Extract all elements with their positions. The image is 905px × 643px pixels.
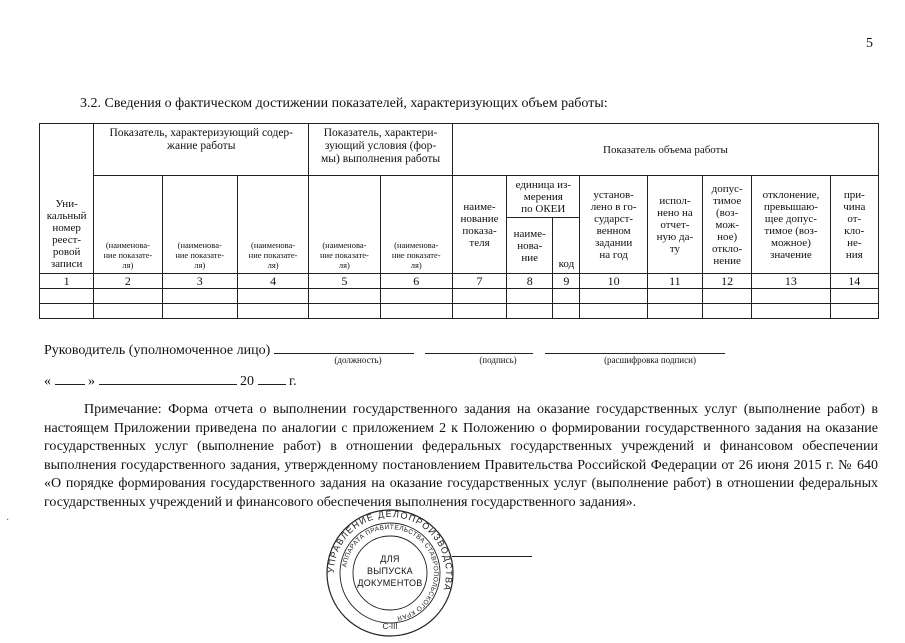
header-approved: установ- лено в го- сударст- венном задании на год (580, 176, 647, 274)
column-number: 11 (647, 274, 702, 289)
header-indicator-name: (наименова- ние показате- ля) (162, 176, 237, 274)
header-unit-name: наиме- нова- ние (507, 218, 553, 274)
column-number: 4 (237, 274, 308, 289)
year-blank (258, 370, 286, 385)
year-prefix: 20 (240, 374, 254, 389)
signature-hint: (подпись) (479, 355, 517, 365)
column-number: 7 (452, 274, 506, 289)
report-table (39, 123, 879, 319)
column-number-row (40, 274, 879, 289)
note-paragraph: Примечание: Форма отчета о выполнении государственного задания на оказание государственных услуг (выполнение работ) в настоящем Приложении приведена по аналогии с приложением 2 к Положению о формировании государственного задания на оказание государственных услуг (выполнение работ) в отношении федеральных государственных учреждений и финансовом обеспечении выполнения государственного задания, утвержденному постановлением Правительства Российской Федерации от 26 июня 2015 г. № 640 «О порядке формирования государственного задания на оказание государственных услуг (выполнение работ) в отношении федеральных государственных учреждений и финансового обеспечения выполнения государственного задания». (44, 402, 878, 510)
day-blank (55, 370, 85, 385)
header-indicator-name: (наименова- ние показате- ля) (380, 176, 452, 274)
date-open-quote: « (44, 374, 51, 389)
header-allowed-deviation: допус- тимое (воз- мож- ное) откло- нение (703, 176, 752, 274)
table-row (40, 304, 879, 319)
header-exceeding-deviation: отклонение, превышаю- щее допус- тимое (воз- можное) значение (752, 176, 830, 274)
header-conditions-group: Показатель, характери- зующий условия (фор- мы) выполнения работы (309, 124, 453, 176)
margin-mark: · (6, 515, 10, 526)
stamp-center-line1: ДЛЯ (380, 554, 400, 564)
column-number: 8 (507, 274, 553, 289)
decoding-hint: (расшифровка подписи) (604, 355, 696, 365)
stamp-center-line2: ВЫПУСКА (366, 566, 413, 576)
column-number: 9 (553, 274, 580, 289)
header-reason: при- чина от- кло- не- ния (830, 176, 878, 274)
year-suffix: г. (289, 374, 297, 389)
header-indicator-name: (наименова- ние показате- ля) (237, 176, 308, 274)
position-blank (274, 339, 414, 354)
signature-label: Руководитель (уполномоченное лицо) (44, 343, 271, 358)
header-unique-number: Уни- кальный номер реест- ровой записи (40, 124, 94, 274)
table-row (40, 289, 879, 304)
stamp-center-line3: ДОКУМЕНТОВ (357, 578, 423, 588)
column-number: 13 (752, 274, 830, 289)
document-stamp (325, 508, 455, 638)
header-volume-group: Показатель объема работы (452, 124, 878, 176)
column-number: 5 (309, 274, 380, 289)
section-title: 3.2. Сведения о фактическом достижении показателей, характеризующих объем работы: (80, 96, 608, 111)
column-number: 6 (380, 274, 452, 289)
date-line (44, 370, 297, 390)
page-number: 5 (866, 36, 873, 51)
header-unit-code: код (553, 218, 580, 274)
header-content-group: Показатель, характеризующий содер- жание работы (94, 124, 309, 176)
column-number: 14 (830, 274, 878, 289)
column-number: 3 (162, 274, 237, 289)
stamp-underline (452, 556, 532, 557)
decoding-blank (545, 339, 725, 354)
date-close-quote: » (88, 374, 95, 389)
column-number: 1 (40, 274, 94, 289)
header-indicator-name: (наименова- ние показате- ля) (309, 176, 380, 274)
header-indicator-name: (наименова- ние показате- ля) (94, 176, 162, 274)
header-unit-group: единица из- мерения по ОКЕИ (507, 176, 580, 218)
column-number: 10 (580, 274, 647, 289)
column-number: 2 (94, 274, 162, 289)
stamp-outer-text: УПРАВЛЕНИЕ ДЕЛОПРОИЗВОДСТВА (325, 508, 455, 593)
position-hint: (должность) (334, 355, 382, 365)
stamp-code: С-III (382, 622, 398, 631)
header-executed: испол- нено на отчет- ную да- ту (647, 176, 702, 274)
column-number: 12 (703, 274, 752, 289)
stamp-inner-text: АППАРАТА ПРАВИТЕЛЬСТВА СТАВРОПОЛЬСКОГО КРАЯ (341, 523, 440, 622)
signature-blank (425, 339, 533, 354)
header-name: наиме- нование показа- теля (452, 176, 506, 274)
month-blank (99, 370, 237, 385)
